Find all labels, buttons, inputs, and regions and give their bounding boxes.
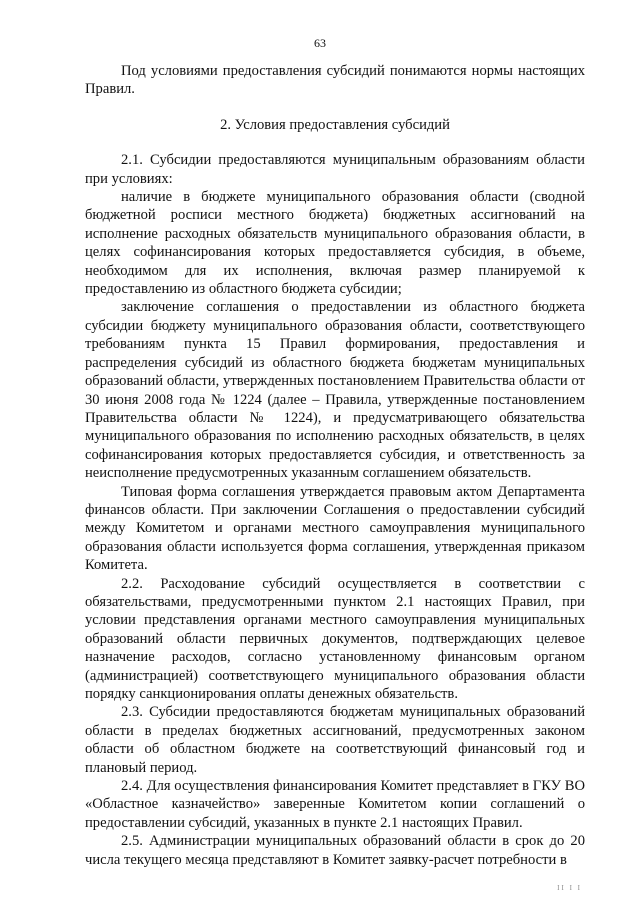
intro-paragraph: Под условиями предоставления субсидий понимаются нормы настоящих Правил. xyxy=(85,63,585,98)
document-body xyxy=(85,62,585,869)
paragraph-2-4: 2.4. Для осуществления финансирования Комитет представляет в ГКУ ВО «Областное казначейство» заверенные Комитетом копии соглашений о предоставлении субсидий, указанных в пункте 2.1 настоящих Правил. xyxy=(85,778,585,831)
page-number: 63 xyxy=(314,36,326,50)
footer-mark: II I I xyxy=(557,884,582,892)
paragraph-2-2: 2.2. Расходование субсидий осуществляется в соответствии с обязательствами, предусмотренными пунктом 2.1 настоящих Правил, при условии представления органами местного самоуправления муниципальных образований области первичных документов, подтверждающих целевое назначение расходов, согласно установленному финансовым органом (администрацией) соответствующего муниципального образования области порядку санкционирования оплаты денежных обязательств. xyxy=(85,575,585,702)
paragraph-condition-budget: наличие в бюджете муниципального образования области (сводной бюджетной росписи местного бюджета) бюджетных ассигнований на исполнение расходных обязательств муниципального образования области, в целях софинансирования которых предоставляется субсидия, в объеме, необходимом для их исполнения, включая размер планируемой к предоставлению из областного бюджета субсидии; xyxy=(85,189,585,298)
paragraph-agreement-form: Типовая форма соглашения утверждается правовым актом Департамента финансов области. При заключении Соглашения о предоставлении субсидий между Комитетом и органами местного самоуправления муниципального образования области используется форма соглашения, утвержденная приказом Комитета. xyxy=(85,483,585,574)
paragraph-2-1: 2.1. Субсидии предоставляются муниципальным образованиям области при условиях: xyxy=(85,152,585,187)
paragraph-2-5: 2.5. Администрации муниципальных образований области в срок до 20 числа текущего месяца представляют в Комитет заявку-расчет потребности в xyxy=(85,833,585,868)
paragraph-condition-agreement: заключение соглашения о предоставлении из областного бюджета субсидии бюджету муниципального образования области, соответствующего требованиям пункта 15 Правил формирования, предоставления и распределения субсидий из областного бюджета бюджетам муниципальных образований области, утвержденных постановлением Правительства области от 30 июня 2008 года № 1224 (далее – Правила, утвержденные постановлением Правительства области № 1224), и предусматривающего обязательства муниципального образования по исполнению расходных обязательств, в целях софинансирования которых предоставляется субсидия, и ответственность за неисполнение предусмотренных указанным соглашением обязательств. xyxy=(85,299,585,482)
paragraph-2-3: 2.3. Субсидии предоставляются бюджетам муниципальных образований области в пределах бюджетных ассигнований, предусмотренных законом области об областном бюджете на соответствующий финансовый год и плановый период. xyxy=(85,704,585,776)
section-title: 2. Условия предоставления субсидий xyxy=(220,116,450,133)
